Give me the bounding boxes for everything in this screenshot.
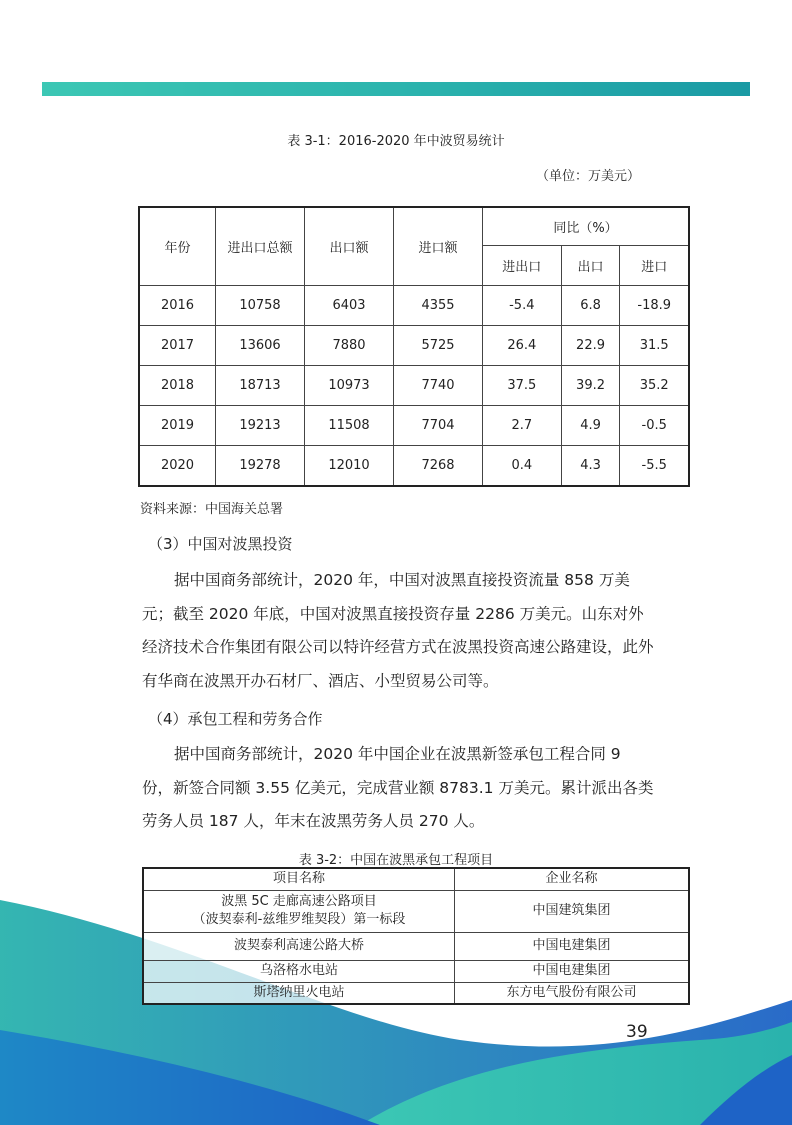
cell-yoy-exports: 4.3 xyxy=(561,445,620,486)
cell-project: 乌洛格水电站 xyxy=(143,960,455,982)
cell-project: 波契泰利高速公路大桥 xyxy=(143,932,455,960)
table-row xyxy=(139,325,689,365)
cell-total: 19213 xyxy=(216,405,305,445)
table-row xyxy=(139,365,689,405)
project-line1: 波黑 5C 走廊高速公路项目 xyxy=(221,894,377,909)
cell-year: 2019 xyxy=(139,405,216,445)
cell-project: 斯塔纳里火电站 xyxy=(143,982,455,1004)
table-row xyxy=(143,890,689,932)
cell-year: 2016 xyxy=(139,285,216,325)
table2-caption: 表 3-2：中国在波黑承包工程项目 xyxy=(298,853,494,868)
contract-projects-table xyxy=(142,867,690,1005)
cell-exports: 10973 xyxy=(305,365,394,405)
cell-exports: 11508 xyxy=(305,405,394,445)
cell-project xyxy=(143,890,455,932)
section3-heading: （3）中国对波黑投资 xyxy=(148,535,293,553)
cell-company: 中国建筑集团 xyxy=(455,890,690,932)
header-accent-bar xyxy=(42,82,750,96)
cell-yoy-total: 0.4 xyxy=(483,445,562,486)
header-yoy-imports: 进口 xyxy=(620,245,689,285)
header-total: 进出口总额 xyxy=(216,207,305,285)
cell-imports: 7740 xyxy=(394,365,483,405)
cell-yoy-imports: 35.2 xyxy=(620,365,689,405)
cell-year: 2018 xyxy=(139,365,216,405)
cell-yoy-imports: -0.5 xyxy=(620,405,689,445)
page-number: 39 xyxy=(626,1022,648,1042)
cell-imports: 7704 xyxy=(394,405,483,445)
cell-year: 2020 xyxy=(139,445,216,486)
table1-caption: 表 3-1：2016-2020 年中波贸易统计 xyxy=(287,134,505,149)
cell-yoy-total: 26.4 xyxy=(483,325,562,365)
cell-company: 中国电建集团 xyxy=(455,960,690,982)
cell-total: 18713 xyxy=(216,365,305,405)
header-year: 年份 xyxy=(139,207,216,285)
cell-yoy-exports: 6.8 xyxy=(561,285,620,325)
table1-source: 资料来源：中国海关总署 xyxy=(140,502,284,517)
cell-yoy-exports: 39.2 xyxy=(561,365,620,405)
cell-company: 中国电建集团 xyxy=(455,932,690,960)
header-imports: 进口额 xyxy=(394,207,483,285)
table1-unit: （单位：万美元） xyxy=(535,169,640,184)
table-row xyxy=(143,960,689,982)
header-yoy-exports: 出口 xyxy=(561,245,620,285)
cell-yoy-total: -5.4 xyxy=(483,285,562,325)
cell-total: 19278 xyxy=(216,445,305,486)
cell-imports: 5725 xyxy=(394,325,483,365)
cell-imports: 4355 xyxy=(394,285,483,325)
header-yoy: 同比（%） xyxy=(483,207,690,245)
cell-company: 东方电气股份有限公司 xyxy=(455,982,690,1004)
cell-total: 13606 xyxy=(216,325,305,365)
table-row xyxy=(143,932,689,960)
cell-yoy-exports: 4.9 xyxy=(561,405,620,445)
section4-heading: （4）承包工程和劳务合作 xyxy=(148,710,323,728)
cell-yoy-imports: -18.9 xyxy=(620,285,689,325)
cell-yoy-exports: 22.9 xyxy=(561,325,620,365)
cell-yoy-imports: -5.5 xyxy=(620,445,689,486)
header-project: 项目名称 xyxy=(143,868,455,890)
project-line2: （波契泰利-兹维罗维契段）第一标段 xyxy=(192,912,406,927)
table-row xyxy=(143,982,689,1004)
section3-paragraph: 据中国商务部统计，2020 年，中国对波黑直接投资流量 858 万美元；截至 2020 年底，中国对波黑直接投资存量 2286 万美元。山东对外经济技术合作集团有限公司以特许经营方式在波黑投资高速公路建设，此外有华商在波黑开办石材厂、酒店、小型贸易公司等。 xyxy=(142,571,654,690)
cell-year: 2017 xyxy=(139,325,216,365)
header-yoy-total: 进出口 xyxy=(483,245,562,285)
cell-exports: 6403 xyxy=(305,285,394,325)
cell-yoy-total: 37.5 xyxy=(483,365,562,405)
cell-exports: 7880 xyxy=(305,325,394,365)
cell-yoy-total: 2.7 xyxy=(483,405,562,445)
cell-total: 10758 xyxy=(216,285,305,325)
table-row xyxy=(139,285,689,325)
cell-exports: 12010 xyxy=(305,445,394,486)
cell-yoy-imports: 31.5 xyxy=(620,325,689,365)
trade-statistics-table xyxy=(138,206,690,487)
section4-paragraph: 据中国商务部统计，2020 年中国企业在波黑新签承包工程合同 9 份，新签合同额 3.55 亿美元，完成营业额 8783.1 万美元。累计派出各类劳务人员 187 人，年末在波黑劳务人员 270 人。 xyxy=(142,745,654,830)
table-row xyxy=(139,445,689,486)
header-exports: 出口额 xyxy=(305,207,394,285)
table-row xyxy=(139,405,689,445)
header-company: 企业名称 xyxy=(455,868,690,890)
cell-imports: 7268 xyxy=(394,445,483,486)
